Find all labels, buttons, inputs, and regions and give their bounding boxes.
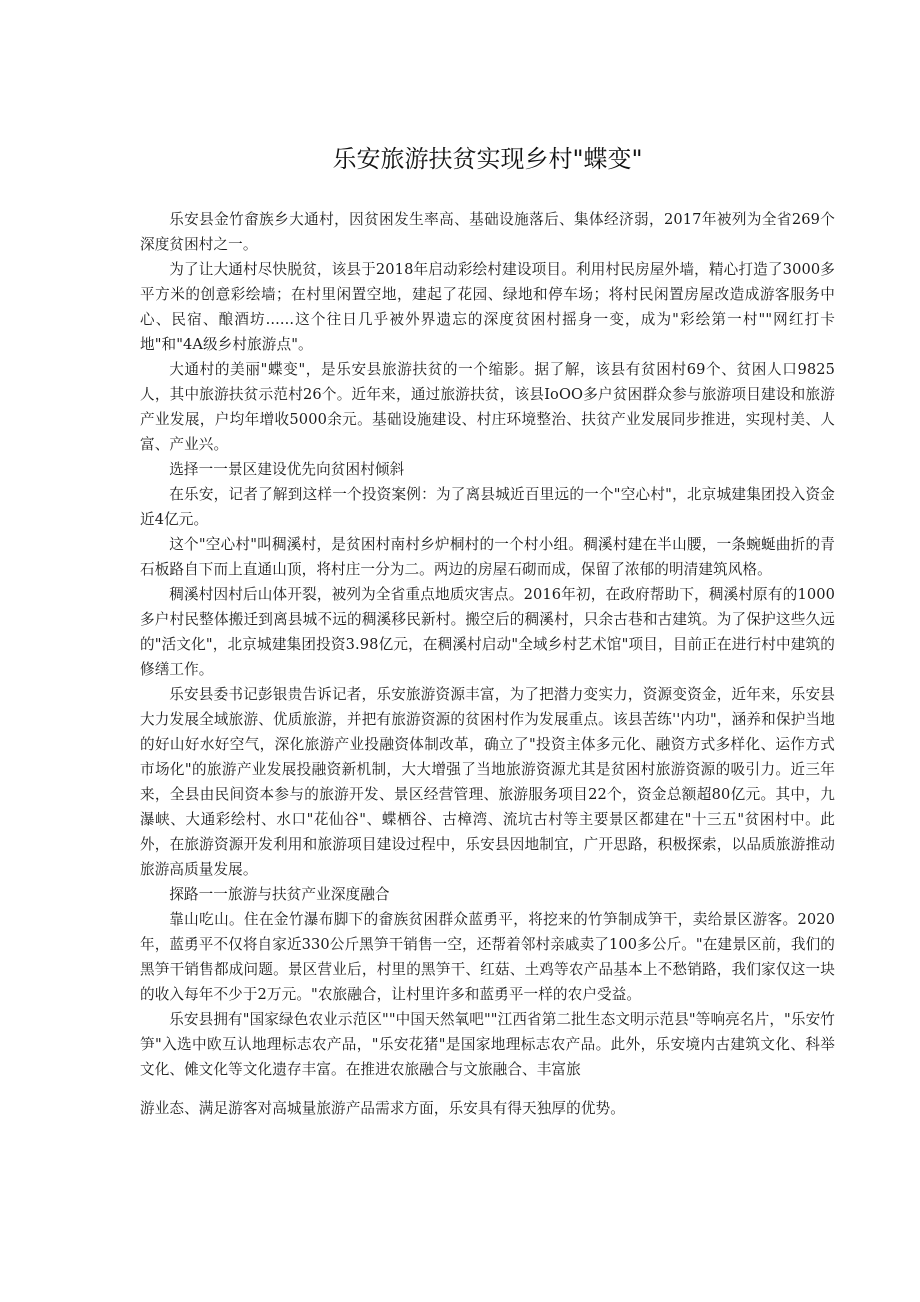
paragraph-relocation: 稠溪村因村后山体开裂，被列为全省重点地质灾害点。2016年初，在政府帮助下，稠溪村原有的1000多户村民整体搬迁到离县城不远的稠溪移民新村。搬空后的稠溪村，只余古巷和古建筑。为了保护这些久远的"活文化"，北京城建集团投资3.98亿元，在稠溪村启动"全域乡村艺术馆"项目，目前正在进行村中建筑的修缮工作。 (140, 586, 835, 678)
paragraph-bamboo-shoots: 靠山吃山。住在金竹瀑布脚下的畲族贫困群众蓝勇平，将挖来的竹笋制成笋干，卖给景区游客。2020年，蓝勇平不仅将自家近330公斤黑笋干销售一空，还帮着邻村亲戚卖了100多公斤。"在建景区前，我们的黑笋干销售都成问题。景区营业后，村里的黑笋干、红菇、土鸡等农产品基本上不愁销路，我们家仅这一块的收入每年不少于2万元。"农旅融合，让村里许多和蓝勇平一样的农户受益。 (140, 911, 835, 1003)
paragraph-investment-case: 在乐安，记者了解到这样一个投资案例：为了离县城近百里远的一个"空心村"，北京城建集团投入资金近4亿元。 (140, 486, 835, 528)
section-heading-choice: 选择一一景区建设优先向贫困村倾斜 (169, 461, 405, 478)
paragraph-brands: 乐安县拥有"国家绿色农业示范区""中国天然氧吧""江西省第二批生态文明示范县"等响亮名片，"乐安竹笋"入选中欧互认地理标志农产品，"乐安花猪"是国家地理标志农产品。此外，乐安境内古建筑文化、科举文化、傩文化等文化遗存丰富。在推进农旅融合与文旅融合、丰富旅 (140, 1011, 835, 1078)
paragraph-intro: 乐安县金竹畲族乡大通村，因贫困发生率高、基础设施落后、集体经济弱，2017年被列为全省269个深度贫困村之一。 (140, 211, 835, 253)
paragraph-painted-village: 为了让大通村尽快脱贫，该县于2018年启动彩绘村建设项目。利用村民房屋外墙，精心打造了3000多平方米的创意彩绘墙；在村里闲置空地，建起了花园、绿地和停车场；将村民闲置房屋改造成游客服务中心、民宿、酿酒坊......这个往日几乎被外界遗忘的深度贫困村摇身一变，成为"彩绘第一村""网红打卡地"和"4A级乡村旅游点"。 (140, 261, 835, 353)
document-body (140, 207, 835, 1121)
paragraph-party-secretary: 乐安县委书记彭银贵告诉记者，乐安旅游资源丰富，为了把潜力变实力，资源变资金，近年来，乐安县大力发展全域旅游、优质旅游，并把有旅游资源的贫困村作为发展重点。该县苦练''内功"，涵养和保护当地的好山好水好空气，深化旅游产业投融资体制改革，确立了"投资主体多元化、融资方式多样化、运作方式市场化"的旅游产业发展投融资新机制，大大增强了当地旅游资源尤其是贫困村旅游资源的吸引力。近三年来，全县由民间资本参与的旅游开发、景区经营管理、旅游服务项目22个，资金总额超80亿元。其中，九瀑峡、大通彩绘村、水口"花仙谷"、蝶栖谷、古樟湾、流坑古村等主要景区都建在"十三五"贫困村中。此外，在旅游资源开发利用和旅游项目建设过程中，乐安县因地制宜，广开思路，积极探索，以品质旅游推动旅游高质量发展。 (140, 686, 835, 878)
paragraph-county-overview: 大通村的美丽"蝶变"，是乐安县旅游扶贫的一个缩影。据了解，该县有贫困村69个、贫困人口9825人，其中旅游扶贫示范村26个。近年来，通过旅游扶贫，该县IoOO多户贫困群众参与旅游项目建设和旅游产业发展，户均年增收5000余元。基础设施建设、村庄环境整治、扶贫产业发展同步推进，实现村美、人富、产业兴。 (140, 361, 835, 453)
document-title: 乐安旅游扶贫实现乡村"蝶变" (332, 145, 643, 173)
paragraph-brands-continued: 游业态、满足游客对高城量旅游产品需求方面，乐安具有得天独厚的优势。 (140, 1100, 625, 1117)
section-heading-integration: 探路一一旅游与扶贫产业深度融合 (169, 886, 390, 903)
paragraph-chouxi-village: 这个"空心村"叫稠溪村，是贫困村南村乡炉桐村的一个村小组。稠溪村建在半山腰，一条蜿蜒曲折的青石板路自下而上直通山顶，将村庄一分为二。两边的房屋石砌而成，保留了浓郁的明清建筑风格。 (140, 536, 835, 578)
